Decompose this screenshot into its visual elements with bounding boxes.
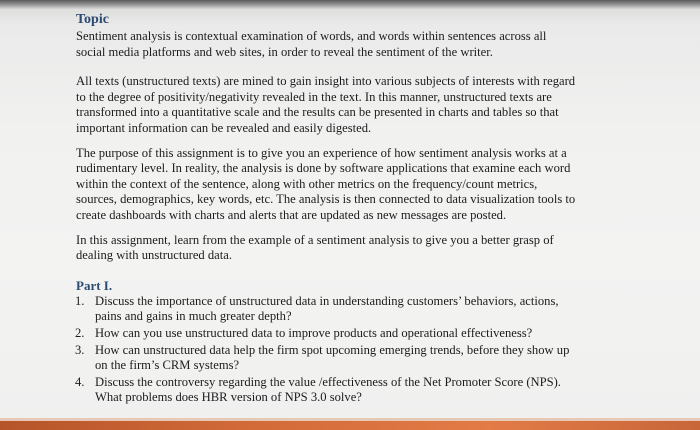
question-number: 1. — [75, 293, 85, 308]
screen-top-edge — [0, 0, 700, 9]
topic-heading: Topic — [76, 12, 109, 27]
document-body — [76, 11, 576, 407]
question-item — [75, 326, 576, 342]
question-number: 3. — [75, 342, 85, 357]
question-item — [75, 375, 576, 406]
question-item — [75, 343, 576, 374]
paragraph-intro: Sentiment analysis is contextual examination of words, and words within sentences across all social media platforms and web sites, in order to reveal the sentiment of the writer. — [76, 29, 547, 59]
question-number: 2. — [75, 325, 85, 340]
question-text: How can unstructured data help the firm spot upcoming emerging trends, before they show up on the firm’s CRM systems? — [95, 342, 570, 373]
question-item — [75, 294, 576, 325]
screen-bottom-edge — [0, 421, 700, 430]
question-text: How can you use unstructured data to improve products and operational effectiveness? — [95, 325, 533, 340]
paragraph-purpose: The purpose of this assignment is to give you an experience of how sentiment analysis works at a rudimentary level. In reality, the analysis is done by software applications that examine each word within the context of the sentence, along with other metrics on the frequency/count metrics, sources, demographics, key words, etc. The analysis is then connected to data visualization tools to create dashboards with charts and alerts that are updated as new messages are posted. — [76, 145, 576, 222]
question-list — [76, 294, 576, 406]
paragraph-unstructured-texts: All texts (unstructured texts) are mined to gain insight into various subjects of interests with regard to the degree of positivity/negativity revealed in the text. In this manner, unstructured texts are transformed into a quantitative scale and the results can be presented in charts and tables so that important information can be revealed and easily digested. — [76, 74, 576, 135]
question-text: Discuss the importance of unstructured data in understanding customers’ behaviors, actions, pains and gains in much greater depth? — [95, 293, 559, 324]
paragraph-assignment: In this assignment, learn from the example of a sentiment analysis to give you a better grasp of dealing with unstructured data. — [76, 232, 554, 263]
part-heading: Part I. — [76, 277, 113, 293]
question-text: Discuss the controversy regarding the value /effectiveness of the Net Promoter Score (NPS). What problems does HBR version of NPS 3.0 solve? — [95, 374, 561, 405]
question-number: 4. — [75, 374, 85, 389]
